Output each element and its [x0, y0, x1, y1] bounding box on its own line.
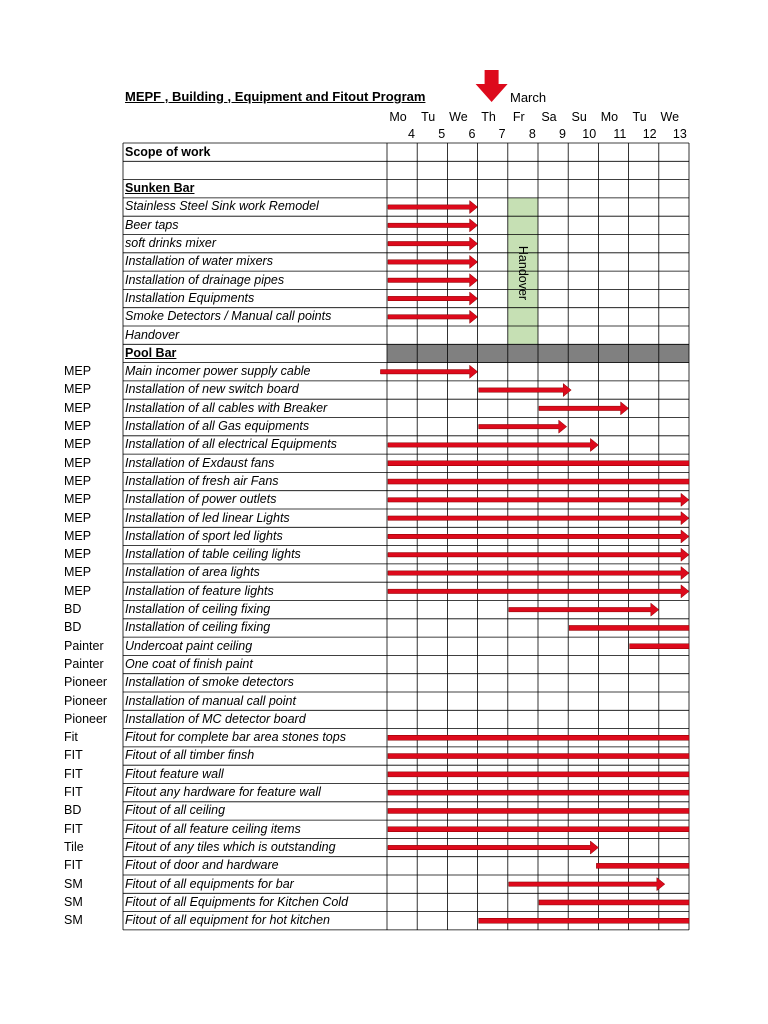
task-label: Beer taps	[125, 217, 179, 232]
month-label: March	[510, 90, 547, 105]
task-bar-arrow	[388, 530, 689, 543]
task-label: soft drinks mixer	[125, 236, 216, 250]
trade-tag: Painter	[64, 638, 104, 653]
trade-tag: MEP	[64, 492, 92, 507]
task-bar-arrow	[388, 512, 689, 525]
task-bar	[479, 918, 689, 923]
day-of-week-label: Tu	[421, 110, 436, 124]
today-marker-arrow	[476, 70, 508, 102]
day-of-week-label: Mo	[600, 110, 619, 124]
task-bar-arrow	[388, 567, 689, 580]
day-number-label: 13	[672, 127, 687, 141]
task-bar	[630, 644, 689, 649]
trade-tag: FIT	[64, 858, 83, 873]
task-label: Installation of all cables with Breaker	[125, 400, 328, 415]
task-label: Installation of water mixers	[125, 254, 273, 269]
task-bar-arrow	[388, 255, 478, 268]
trade-tag: Pioneer	[64, 693, 108, 708]
task-bar-arrow	[388, 548, 689, 561]
trade-tag: MEP	[64, 473, 92, 488]
task-label: Fitout of all Equipments for Kitchen Cold	[125, 894, 349, 909]
trade-tag: SM	[64, 913, 83, 928]
task-label: Fitout of all equipment for hot kitchen	[125, 913, 330, 928]
day-of-week-label: Th	[481, 110, 496, 124]
day-of-week-label: We	[660, 110, 680, 124]
task-bar-arrow	[388, 201, 478, 214]
day-number-label: 11	[613, 127, 627, 141]
trade-tag: SM	[64, 894, 83, 909]
task-label: Installation of Exdaust fans	[125, 455, 275, 470]
task-bar-arrow	[388, 274, 478, 287]
task-label: Scope of work	[125, 144, 211, 159]
day-number-label: 8	[528, 127, 536, 141]
task-bar-arrow	[539, 402, 629, 415]
day-of-week-label: Mo	[389, 110, 407, 124]
task-bar	[388, 754, 689, 759]
task-bar-arrow	[509, 603, 659, 616]
task-label: Fitout of all feature ceiling items	[125, 821, 301, 836]
task-label: Installation of new switch board	[125, 382, 299, 397]
task-label: Installation of power outlets	[125, 492, 277, 507]
task-bar-arrow	[479, 420, 567, 433]
task-label: Smoke Detectors / Manual call points	[125, 309, 332, 324]
task-label: Fitout of all equipments for bar	[125, 876, 294, 891]
trade-tag: Painter	[64, 656, 104, 671]
trade-tag: MEP	[64, 547, 92, 562]
day-number-label: 4	[408, 127, 415, 141]
task-bar-arrow	[479, 384, 572, 397]
task-label: One coat of finish paint	[125, 656, 253, 671]
task-label: Pool Bar	[125, 345, 177, 360]
task-label: Installation of fresh air Fans	[125, 473, 279, 488]
trade-tag: MEP	[64, 419, 92, 433]
trade-tag: Fit	[64, 730, 78, 745]
task-label: Installation of MC detector board	[125, 711, 306, 726]
task-bar	[539, 900, 689, 905]
task-label: Fitout feature wall	[125, 766, 224, 781]
trade-tag: MEP	[64, 400, 92, 415]
task-label: Installation of all electrical Equipments	[125, 437, 337, 452]
task-bar-arrow	[388, 493, 689, 506]
trade-tag: MEP	[64, 364, 92, 379]
task-bar	[388, 827, 689, 832]
task-bar	[388, 808, 689, 813]
task-bar-arrow	[388, 841, 598, 854]
task-label: Stainless Steel Sink work Remodel	[125, 199, 319, 214]
trade-tag: FIT	[64, 821, 83, 836]
task-label: Installation of sport led lights	[125, 528, 283, 543]
handover-vertical-label	[508, 200, 538, 345]
trade-tag: FIT	[64, 785, 83, 799]
task-label: Installation of table ceiling lights	[125, 547, 301, 562]
day-number-label: 7	[498, 127, 506, 141]
task-bar	[388, 735, 689, 740]
trade-tag: FIT	[64, 766, 83, 781]
trade-tag: Pioneer	[64, 711, 108, 726]
trade-tag: BD	[64, 803, 82, 818]
trade-tag: MEP	[64, 510, 92, 525]
task-label: Fitout of all timber finsh	[125, 748, 255, 763]
trade-tag: FIT	[64, 748, 83, 763]
task-label: Fitout of all ceiling	[125, 803, 226, 818]
title: MEPF , Building , Equipment and Fitout Program	[125, 89, 426, 104]
task-label: Installation of ceiling fixing	[125, 620, 271, 635]
day-of-week-label: Su	[571, 110, 587, 124]
task-bar-arrow	[509, 878, 665, 891]
trade-tag: Pioneer	[64, 675, 108, 690]
task-bar-arrow	[388, 310, 478, 323]
day-number-label: 5	[438, 127, 446, 141]
day-of-week-label: We	[449, 110, 468, 124]
handover-text: Handover	[516, 245, 531, 300]
trade-tag: MEP	[64, 437, 92, 452]
day-number-label: 6	[468, 127, 476, 141]
task-label: Fitout for complete bar area stones tops	[125, 730, 346, 745]
task-bar-arrow	[388, 219, 478, 232]
task-label: Installation of ceiling fixing	[125, 602, 271, 616]
trade-tag: MEP	[64, 565, 92, 580]
task-bar-arrow	[388, 438, 598, 451]
task-label: Fitout of door and hardware	[125, 858, 279, 873]
task-label: Installation Equipments	[125, 290, 255, 305]
task-bar-arrow	[380, 365, 477, 378]
trade-tag: Tile	[64, 839, 84, 854]
task-bar	[596, 863, 689, 868]
day-of-week-label: Fr	[512, 110, 525, 124]
task-label: Installation of drainage pipes	[125, 272, 285, 287]
task-label: Undercoat paint ceiling	[125, 638, 253, 653]
task-label: Fitout any hardware for feature wall	[125, 785, 321, 799]
day-of-week-label: Tu	[632, 110, 647, 124]
task-label: Handover	[125, 327, 180, 342]
trade-tag: SM	[64, 876, 83, 891]
trade-tag: BD	[64, 620, 82, 635]
day-number-label: 9	[559, 127, 566, 141]
day-number-label: 12	[642, 127, 657, 141]
task-label: Installation of area lights	[125, 565, 260, 580]
day-number-label: 10	[582, 127, 597, 141]
task-bar	[388, 772, 689, 777]
trade-tag: MEP	[64, 455, 92, 470]
task-label: Sunken Bar	[125, 181, 195, 196]
task-bar-arrow	[388, 292, 478, 305]
trade-tag: MEP	[64, 583, 92, 598]
task-label: Main incomer power supply cable	[125, 364, 311, 379]
task-label: Installation of led linear Lights	[125, 510, 290, 525]
day-of-week-label: Sa	[541, 110, 557, 124]
task-label: Installation of manual call point	[125, 693, 296, 708]
trade-tag: MEP	[64, 382, 92, 397]
task-label: Fitout of any tiles which is outstanding	[125, 839, 336, 854]
task-bar-arrow	[388, 585, 689, 598]
task-label: Installation of all Gas equipments	[125, 419, 310, 433]
task-bar	[569, 625, 689, 630]
task-bar	[388, 479, 689, 484]
task-label: Installation of feature lights	[125, 583, 274, 598]
task-bar	[388, 790, 689, 795]
trade-tag: BD	[64, 602, 82, 616]
task-bar-arrow	[388, 237, 478, 250]
trade-tag: MEP	[64, 528, 92, 543]
task-bar	[388, 461, 689, 466]
task-label: Installation of smoke detectors	[125, 675, 294, 690]
